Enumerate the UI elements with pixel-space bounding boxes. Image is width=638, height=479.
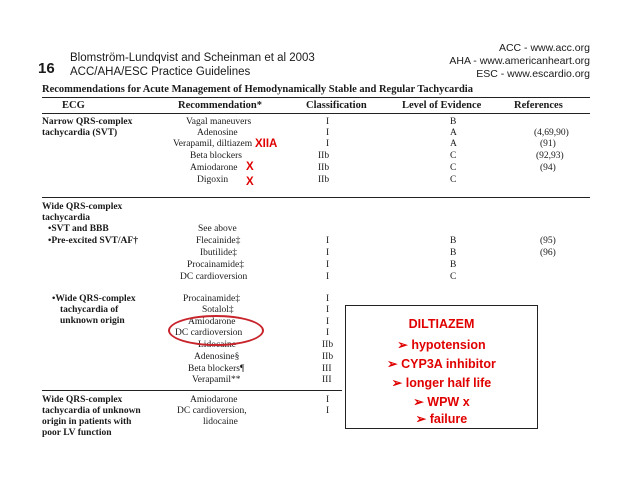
- evidence-cell: A: [450, 139, 457, 149]
- reference-cell: (92,93): [536, 151, 564, 161]
- website-list: [449, 42, 590, 81]
- class-cell: III: [322, 364, 332, 374]
- evidence-cell: B: [450, 236, 457, 246]
- evidence-cell: B: [450, 248, 457, 258]
- rec-cell: Verapamil, diltiazem: [173, 139, 253, 149]
- ecg-narrow-line1: Narrow QRS-complex: [42, 117, 133, 127]
- rec-cell: Amiodarone: [188, 317, 236, 327]
- rec-cell: Lidocaine: [198, 340, 236, 350]
- callout-item: ➢ WPW x: [413, 395, 470, 409]
- rec-cell: Procainamide‡: [187, 260, 244, 270]
- section-rule-lower: [42, 390, 342, 391]
- callout-item: ➢ longer half life: [391, 376, 492, 390]
- rec-cell: Flecainide‡: [196, 236, 241, 246]
- class-cell: IIb: [322, 352, 334, 362]
- table-title: Recommendations for Acute Management of Hemodynamically Stable and Regular Tachycardia: [42, 84, 473, 95]
- website-acc: ACC - www.acc.org: [498, 42, 590, 54]
- ecg-lv-line4: poor LV function: [42, 428, 112, 438]
- evidence-cell: B: [450, 117, 457, 127]
- class-cell: I: [326, 294, 330, 304]
- annotation-xiia: XIIA: [255, 138, 278, 150]
- class-cell: I: [326, 272, 330, 282]
- page-number: 16: [38, 60, 55, 77]
- ecg-svt-bbb: •SVT and BBB: [48, 224, 109, 234]
- col-header-classification: Classification: [306, 100, 367, 111]
- rec-cell: Verapamil**: [192, 375, 241, 385]
- class-cell: I: [326, 248, 330, 258]
- class-cell: I: [326, 317, 330, 327]
- class-cell: I: [326, 305, 330, 315]
- ecg-preexcited: •Pre-excited SVT/AF†: [48, 236, 138, 246]
- reference-cell: (94): [540, 163, 556, 173]
- rec-cell: Adenosine§: [194, 352, 240, 362]
- bullet-arrow-icon: ➢: [397, 338, 408, 352]
- reference-cell: (95): [540, 236, 556, 246]
- rec-cell: Ibutilide‡: [200, 248, 237, 258]
- evidence-cell: C: [450, 175, 457, 185]
- rec-cell: Sotalol‡: [202, 305, 234, 315]
- ecg-lv-line2: tachycardia of unknown: [42, 406, 141, 416]
- class-cell: I: [326, 406, 330, 416]
- class-cell: I: [326, 139, 330, 149]
- rec-cell: Amiodarone: [190, 163, 238, 173]
- rec-cell: DC cardioversion: [180, 272, 248, 282]
- col-header-evidence: Level of Evidence: [402, 100, 482, 111]
- callout-item: ➢ failure: [415, 412, 468, 426]
- class-cell: I: [326, 328, 330, 338]
- bullet-arrow-icon: ➢: [415, 412, 427, 426]
- authors-line: Blomström-Lundqvist and Scheinman et al 2003: [70, 52, 315, 64]
- reference-cell: (91): [540, 139, 556, 149]
- table-header-rule: [42, 113, 590, 114]
- ecg-unknown-line2: tachycardia of: [60, 305, 119, 315]
- ecg-unknown-line1: •Wide QRS-complex: [52, 294, 136, 304]
- rec-cell: DC cardioversion,: [177, 406, 247, 416]
- class-cell: IIb: [318, 163, 330, 173]
- class-cell: IIb: [318, 151, 330, 161]
- ecg-wide-line2: tachycardia: [42, 213, 91, 223]
- class-cell: IIb: [318, 175, 330, 185]
- rec-cell: Digoxin: [197, 175, 229, 185]
- evidence-cell: C: [450, 163, 457, 173]
- evidence-cell: A: [450, 128, 457, 138]
- rec-cell: Beta blockers: [190, 151, 242, 161]
- ecg-narrow-line2: tachycardia (SVT): [42, 128, 118, 138]
- diltiazem-callout: [345, 305, 538, 429]
- col-header-recommendation: Recommendation*: [178, 100, 262, 111]
- website-esc: ESC - www.escardio.org: [476, 68, 590, 80]
- class-cell: IIb: [322, 340, 334, 350]
- table-top-rule: [42, 97, 590, 98]
- rec-cell: Beta blockers¶: [188, 364, 245, 374]
- class-cell: I: [326, 260, 330, 270]
- class-cell: I: [326, 128, 330, 138]
- rec-cell: Adenosine: [197, 128, 238, 138]
- evidence-cell: C: [450, 272, 457, 282]
- callout-title: DILTIAZEM: [408, 317, 475, 331]
- col-header-references: References: [514, 100, 563, 111]
- rec-cell: lidocaine: [203, 417, 238, 427]
- callout-item: ➢ hypotension: [397, 338, 486, 352]
- reference-cell: (4,69,90): [534, 128, 569, 138]
- reference-cell: (96): [540, 248, 556, 258]
- annotation-x-digoxin: X: [246, 176, 254, 188]
- rec-cell: DC cardioversion: [175, 328, 243, 338]
- guideline-title: ACC/AHA/ESC Practice Guidelines: [70, 66, 251, 78]
- ecg-wide-line1: Wide QRS-complex: [42, 202, 123, 212]
- bullet-arrow-icon: ➢: [387, 357, 398, 371]
- ecg-lv-line1: Wide QRS-complex: [42, 395, 123, 405]
- amiodarone-highlight-circle: [168, 315, 264, 346]
- class-cell: III: [322, 375, 332, 385]
- rec-cell: Vagal maneuvers: [186, 117, 252, 127]
- ecg-unknown-line3: unknown origin: [60, 316, 125, 326]
- bullet-arrow-icon: ➢: [413, 395, 424, 409]
- class-cell: I: [326, 395, 330, 405]
- section-rule: [42, 197, 590, 198]
- class-cell: I: [326, 236, 330, 246]
- evidence-cell: B: [450, 260, 457, 270]
- class-cell: I: [326, 117, 330, 127]
- callout-item: ➢ CYP3A inhibitor: [387, 357, 496, 371]
- annotation-x-amiodarone: X: [246, 161, 254, 173]
- col-header-ecg: ECG: [62, 100, 85, 111]
- ecg-lv-line3: origin in patients with: [42, 417, 132, 427]
- rec-cell: See above: [198, 224, 237, 234]
- bullet-arrow-icon: ➢: [391, 376, 403, 390]
- website-aha: AHA - www.americanheart.org: [449, 55, 590, 67]
- evidence-cell: C: [450, 151, 457, 161]
- rec-cell: Procainamide‡: [183, 294, 240, 304]
- rec-cell: Amiodarone: [190, 395, 238, 405]
